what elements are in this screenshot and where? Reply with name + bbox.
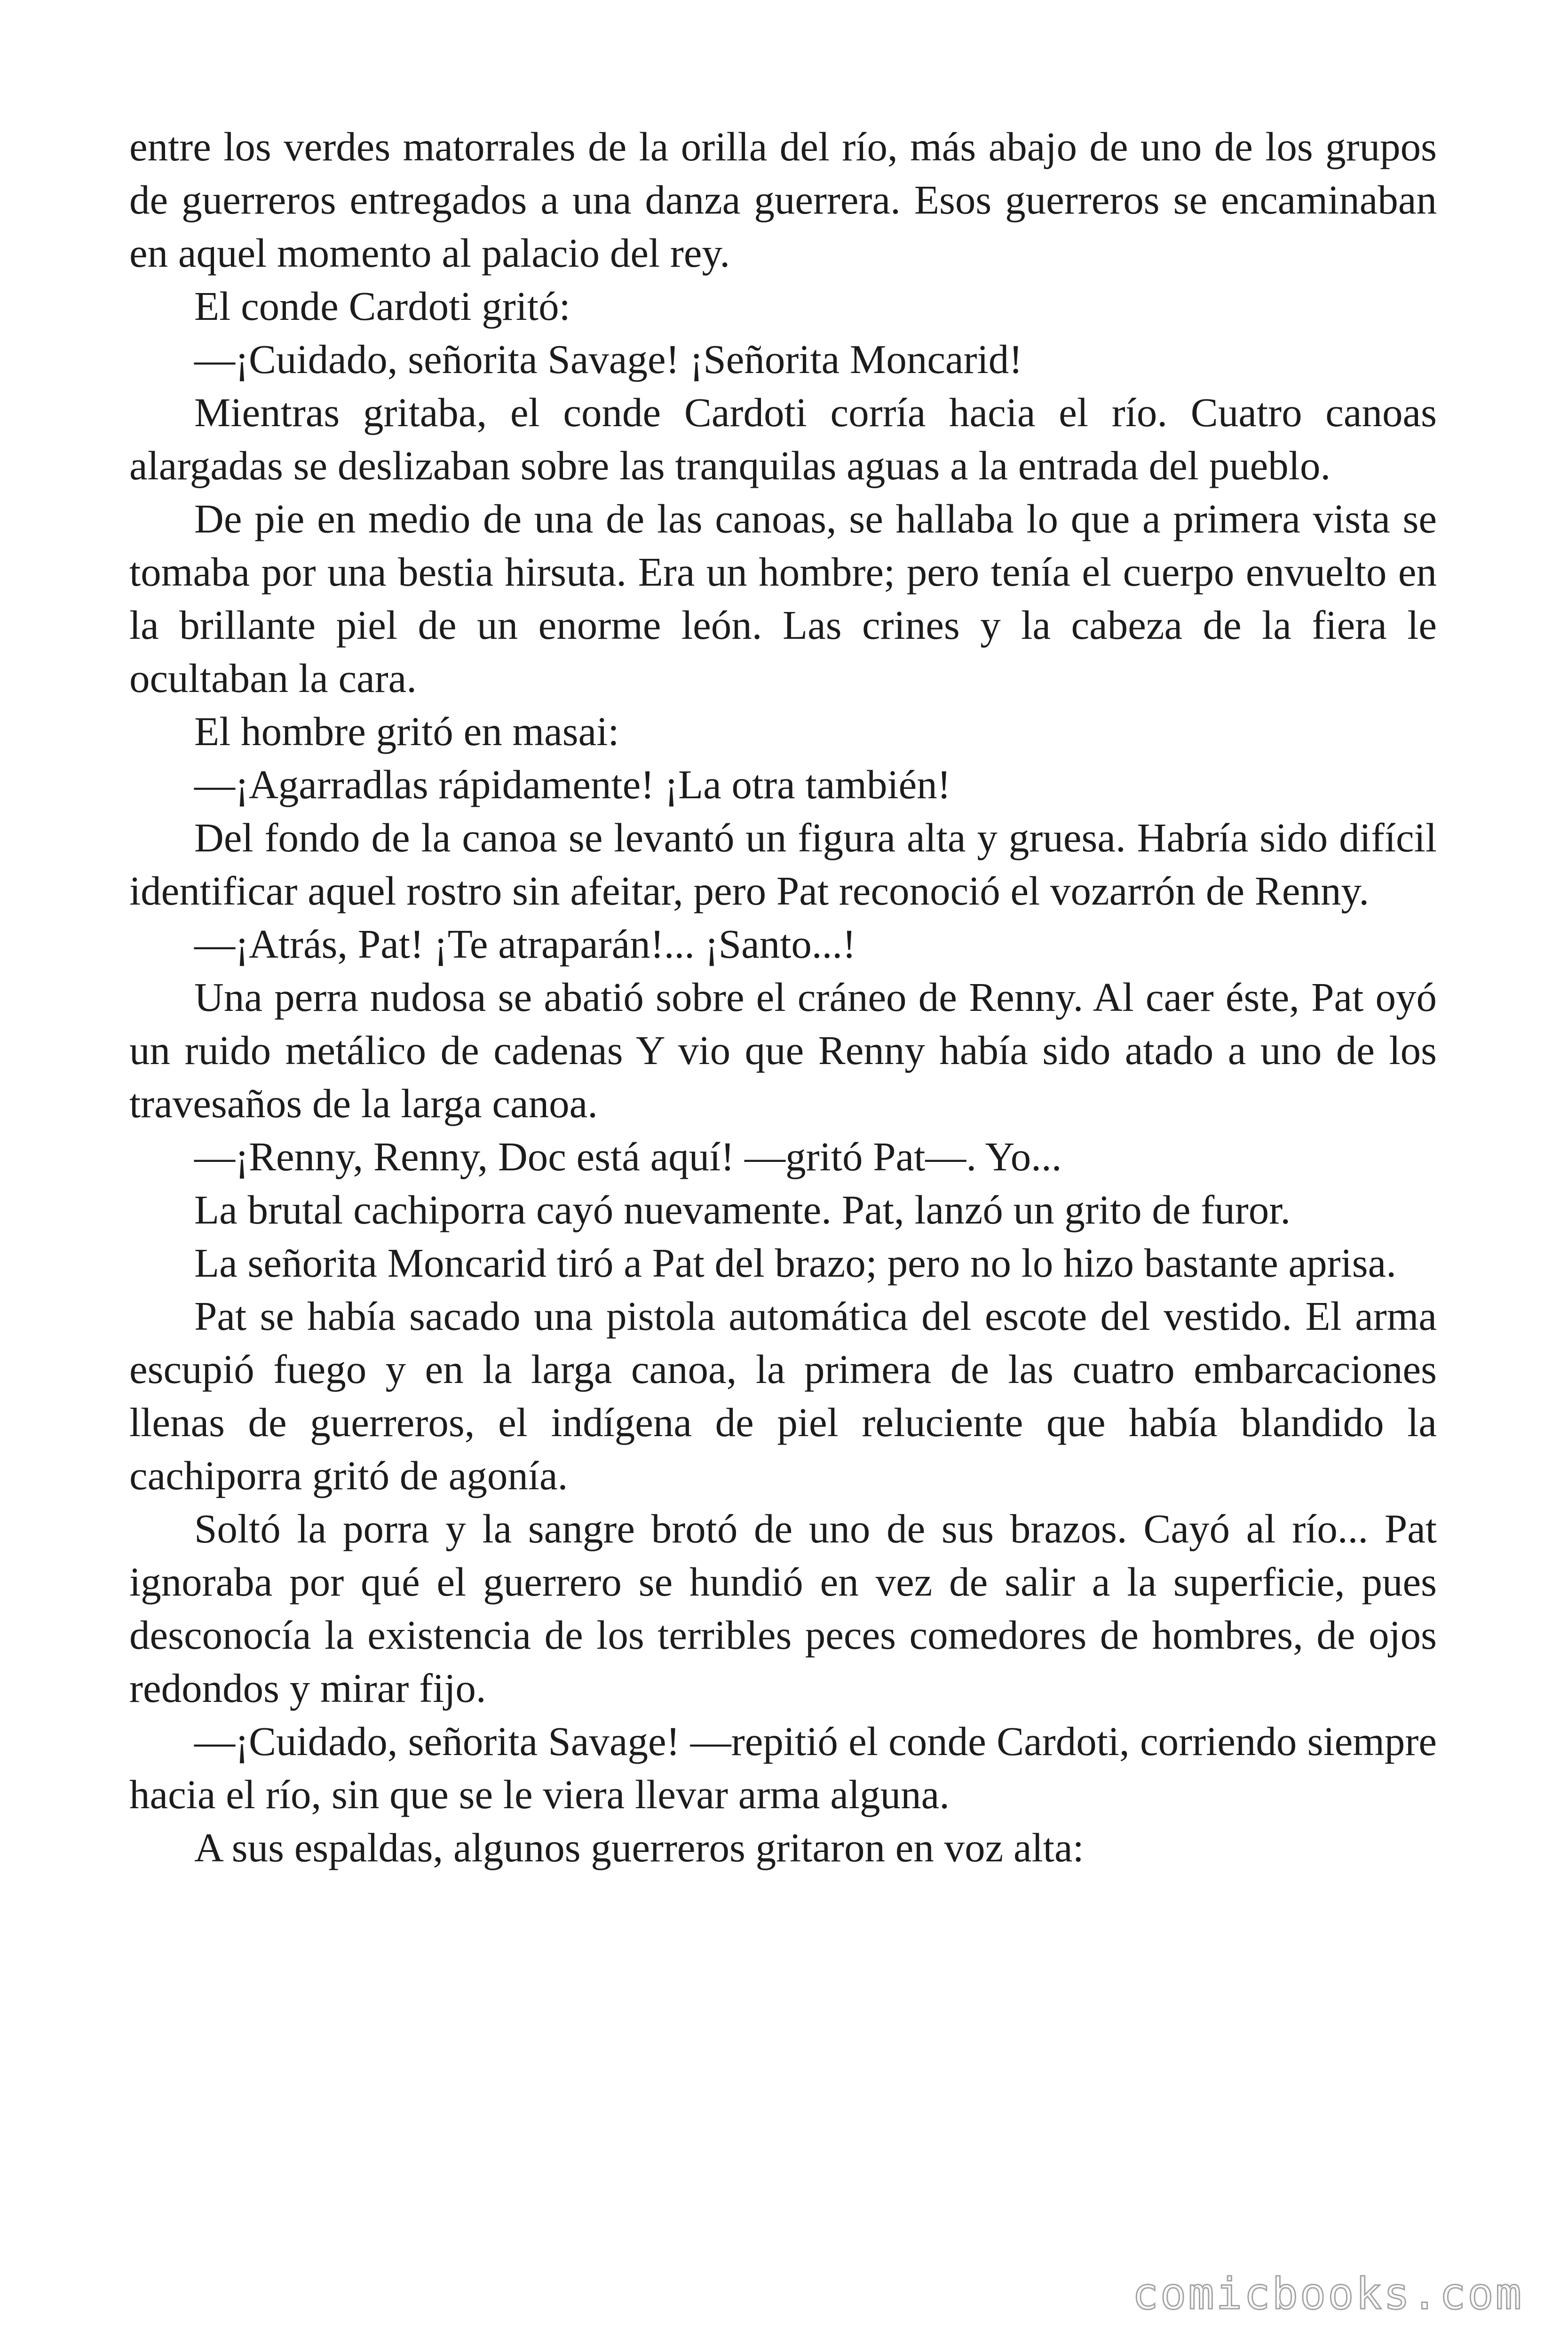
watermark: comicbooks.com bbox=[1132, 2269, 1523, 2319]
paragraph: —¡Agarradlas rápidamente! ¡La otra también! bbox=[194, 762, 951, 807]
paragraph: —¡Atrás, Pat! ¡Te atraparán!... ¡Santo...! bbox=[194, 921, 856, 967]
paragraph: Mientras gritaba, el conde Cardoti corría hacia el río. Cuatro canoas alargadas se deslizaban sobre las tranquilas aguas a la entrada del pueblo. bbox=[129, 389, 1437, 488]
paragraph: El hombre gritó en masai: bbox=[194, 708, 619, 754]
paragraph: La brutal cachiporra cayó nuevamente. Pat, lanzó un grito de furor. bbox=[194, 1187, 1291, 1232]
page-text bbox=[129, 120, 1437, 1874]
paragraph: —¡Renny, Renny, Doc está aquí! —gritó Pat—. Yo... bbox=[194, 1134, 1062, 1179]
paragraph: Una perra nudosa se abatió sobre el cráneo de Renny. Al caer éste, Pat oyó un ruido metálico de cadenas Y vio que Renny había sido atado a uno de los travesaños de la larga canoa. bbox=[129, 974, 1437, 1126]
paragraph: entre los verdes matorrales de la orilla del río, más abajo de uno de los grupos de guerreros entregados a una danza guerrera. Esos guerreros se encaminaban en aquel momento al palacio del rey. bbox=[129, 124, 1437, 276]
paragraph: De pie en medio de una de las canoas, se hallaba lo que a primera vista se tomaba por una bestia hirsuta. Era un hombre; pero tenía el cuerpo envuelto en la brillante piel de un enorme león. Las crines y la cabeza de la fiera le ocultaban la cara. bbox=[129, 496, 1437, 701]
paragraph: —¡Cuidado, señorita Savage! ¡Señorita Moncarid! bbox=[194, 336, 1023, 382]
paragraph: Pat se había sacado una pistola automática del escote del vestido. El arma escupió fuego y en la larga canoa, la primera de las cuatro embarcaciones llenas de guerreros, el indígena de piel reluciente que había blandido la cachiporra gritó de agonía. bbox=[129, 1293, 1437, 1498]
paragraph: La señorita Moncarid tiró a Pat del brazo; pero no lo hizo bastante aprisa. bbox=[194, 1240, 1396, 1286]
paragraph: Del fondo de la canoa se levantó un figura alta y gruesa. Habría sido difícil identificar aquel rostro sin afeitar, pero Pat reconoció el vozarrón de Renny. bbox=[129, 815, 1437, 914]
paragraph: —¡Cuidado, señorita Savage! —repitió el conde Cardoti, corriendo siempre hacia el río, sin que se le viera llevar arma alguna. bbox=[129, 1718, 1437, 1817]
paragraph: El conde Cardoti gritó: bbox=[194, 283, 570, 329]
paragraph: Soltó la porra y la sangre brotó de uno de sus brazos. Cayó al río... Pat ignoraba por qué el guerrero se hundió en vez de salir a la superficie, pues desconocía la existencia de los terribles peces comedores de hombres, de ojos redondos y mirar fijo. bbox=[129, 1506, 1437, 1711]
paragraph: A sus espaldas, algunos guerreros gritaron en voz alta: bbox=[194, 1825, 1084, 1870]
